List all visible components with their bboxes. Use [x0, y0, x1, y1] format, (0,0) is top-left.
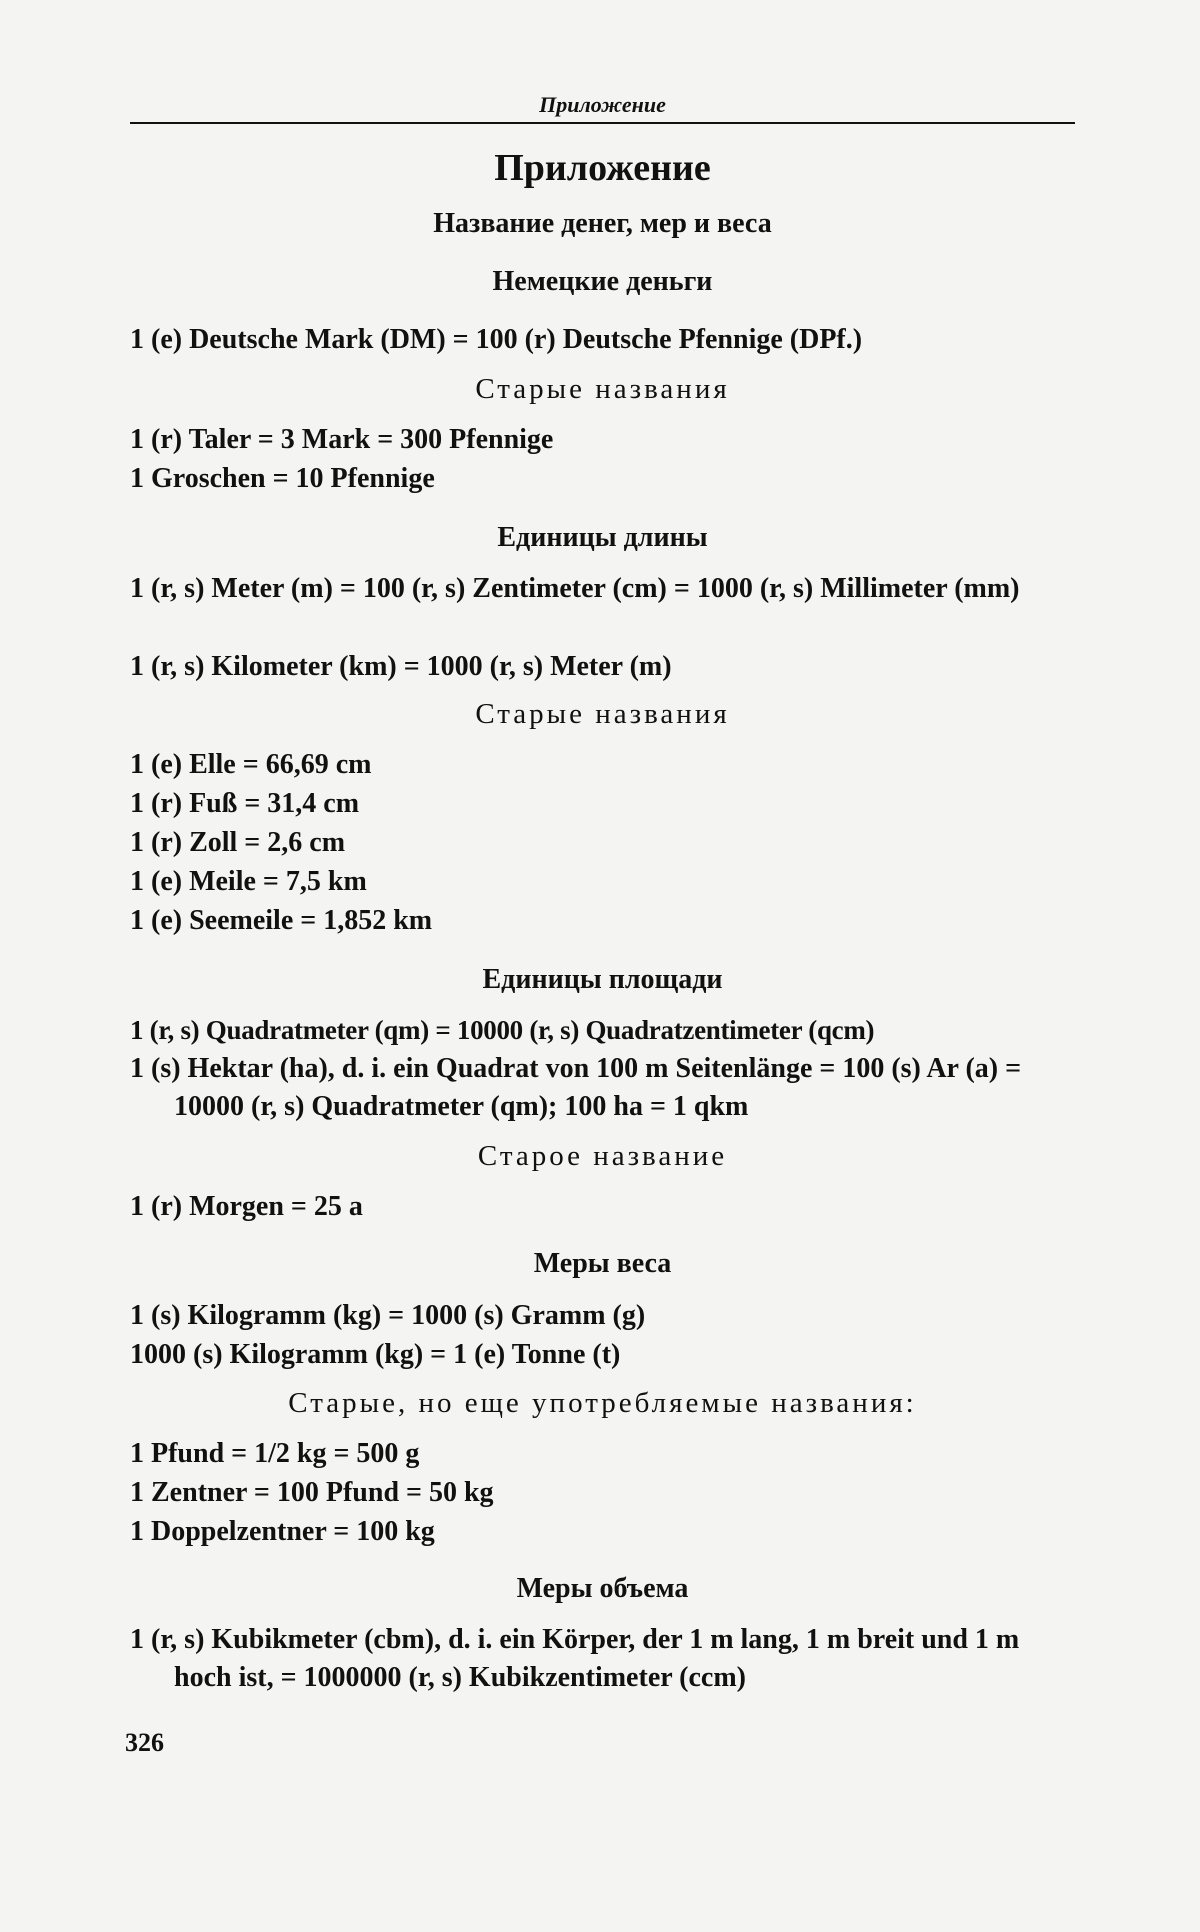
- entry-line: 1 (r, s) Quadratmeter (qm) = 10000 (r, s) Quadratzentimeter (qcm): [130, 1015, 875, 1045]
- section-heading-length: Единицы длины: [497, 522, 708, 553]
- entry-line: 1 (s) Kilogramm (kg) = 1000 (s) Gramm (g): [130, 1300, 646, 1331]
- old-names-heading: Старые названия: [475, 698, 730, 730]
- page-number: 326: [125, 1728, 164, 1757]
- section-heading-money: Немецкие деньги: [492, 266, 713, 297]
- entry-line: 1 (e) Seemeile = 1,852 km: [130, 905, 433, 936]
- entry-line: 1 (s) Hektar (ha), d. i. ein Quadrat von 100 m Seitenlänge = 100 (s) Ar (a) = 10000 (r, s) Quadratmeter (qm); 100 ha = 1 qkm: [130, 1053, 1022, 1122]
- entry-line: 1 Groschen = 10 Pfennige: [130, 463, 435, 494]
- old-names-heading: Старые названия: [475, 373, 730, 405]
- section-heading-weight: Меры веса: [533, 1248, 672, 1279]
- entry-line: 1 (e) Deutsche Mark (DM) = 100 (r) Deutsche Pfennige (DPf.): [130, 324, 863, 355]
- entry-line: 1 Zentner = 100 Pfund = 50 kg: [130, 1477, 494, 1508]
- old-name-heading: Старое название: [477, 1140, 728, 1172]
- entry-line: 1 (r) Zoll = 2,6 cm: [130, 827, 346, 858]
- header-rule: [130, 122, 1075, 124]
- entry-line: 1 (r, s) Kubikmeter (cbm), d. i. ein Körper, der 1 m lang, 1 m breit und 1 m hoch ist, = 1000000 (r, s) Kubikzentimeter (ccm): [130, 1624, 1020, 1693]
- running-header: Приложение: [539, 92, 666, 117]
- page-subtitle: Название денег, мер и веса: [433, 208, 772, 239]
- entry-line: 1 (r) Taler = 3 Mark = 300 Pfennige: [130, 424, 554, 455]
- section-heading-area: Единицы площади: [482, 964, 723, 995]
- entry-line: 1 (r) Morgen = 25 a: [130, 1191, 363, 1222]
- entry-line: 1 (r, s) Meter (m) = 100 (r, s) Zentimeter (cm) = 1000 (r, s) Millimeter (mm): [130, 573, 1020, 604]
- entry-line: 1 (e) Elle = 66,69 cm: [130, 749, 372, 780]
- entry-line: 1 Pfund = 1/2 kg = 500 g: [130, 1438, 420, 1469]
- entry-line: 1 Doppelzentner = 100 kg: [130, 1516, 435, 1547]
- section-heading-volume: Меры объема: [516, 1573, 689, 1604]
- entry-line: 1 (r) Fuß = 31,4 cm: [130, 788, 360, 819]
- entry-line: 1 (e) Meile = 7,5 km: [130, 866, 367, 897]
- page-title: Приложение: [494, 147, 711, 189]
- entry-line: 1000 (s) Kilogramm (kg) = 1 (e) Tonne (t): [130, 1339, 621, 1370]
- entry-line: 1 (r, s) Kilometer (km) = 1000 (r, s) Meter (m): [130, 651, 672, 682]
- old-names-heading: Старые, но еще употребляемые названия:: [288, 1387, 917, 1419]
